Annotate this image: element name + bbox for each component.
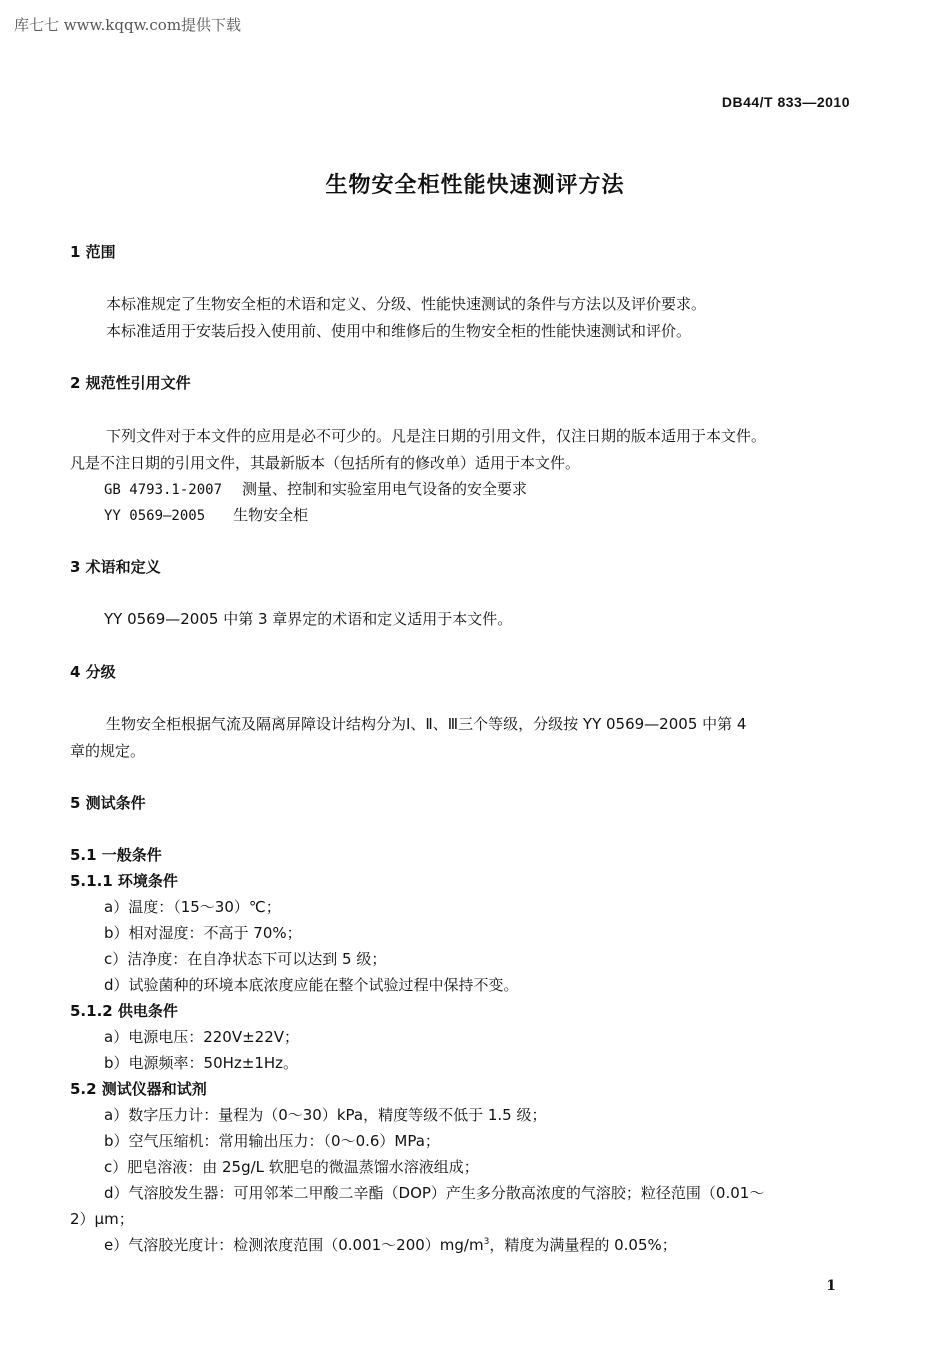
list-item-text: e）气溶胶光度计：检测浓度范围（0.001～200）mg/m xyxy=(104,1236,484,1254)
section-3-heading: 3 术语和定义 xyxy=(70,558,161,576)
list-item: d）气溶胶发生器：可用邻苯二甲酸二辛酯（DOP）产生多分散高浓度的气溶胶；粒径范围（0.01～ xyxy=(104,1184,765,1202)
superscript: 3 xyxy=(483,1237,490,1247)
list-item: d）试验菌种的环境本底浓度应能在整个试验过程中保持不变。 xyxy=(104,976,519,994)
section-2-paragraph-1: 下列文件对于本文件的应用是必不可少的。凡是注日期的引用文件，仅注日期的版本适用于本文件。 xyxy=(106,427,767,445)
reference-1-title: 测量、控制和实验室用电气设备的安全要求 xyxy=(242,480,528,498)
list-item: a）数字压力计：量程为（0～30）kPa，精度等级不低于 1.5 级； xyxy=(104,1106,547,1124)
reference-1-code: GB 4793.1-2007 xyxy=(104,482,223,498)
section-5-1-heading: 5.1 一般条件 xyxy=(70,846,162,864)
section-4-heading: 4 分级 xyxy=(70,663,116,681)
section-1-paragraph-1: 本标准规定了生物安全柜的术语和定义、分级、性能快速测试的条件与方法以及评价要求。 xyxy=(106,295,707,313)
section-4-paragraph-2: 章的规定。 xyxy=(70,742,146,760)
section-1-heading: 1 范围 xyxy=(70,243,116,261)
reference-2 xyxy=(104,504,308,525)
list-item: a）电源电压：220V±22V； xyxy=(104,1028,300,1046)
list-item: b）相对湿度：不高于 70%； xyxy=(104,924,302,942)
list-item: c）肥皂溶液：由 25g/L 软肥皂的微温蒸馏水溶液组成； xyxy=(104,1158,479,1176)
section-1-paragraph-2: 本标准适用于安装后投入使用前、使用中和维修后的生物安全柜的性能快速测试和评价。 xyxy=(106,322,692,340)
section-4-paragraph-1: 生物安全柜根据气流及隔离屏障设计结构分为Ⅰ、Ⅱ、Ⅲ三个等级，分级按 YY 0569—2005 中第 4 xyxy=(106,715,747,733)
section-5-2-heading: 5.2 测试仪器和试剂 xyxy=(70,1080,207,1098)
list-item: a）温度：（15～30）℃； xyxy=(104,898,281,916)
section-2-heading: 2 规范性引用文件 xyxy=(70,374,191,392)
section-5-1-2-heading: 5.1.2 供电条件 xyxy=(70,1002,178,1020)
document-number: DB44/T 833—2010 xyxy=(721,94,850,110)
page-number: 1 xyxy=(826,1278,836,1294)
section-5-1-1-heading: 5.1.1 环境条件 xyxy=(70,872,178,890)
reference-1 xyxy=(104,478,527,499)
list-item: b）空气压缩机：常用输出压力：（0～0.6）MPa； xyxy=(104,1132,440,1150)
section-3-paragraph: YY 0569—2005 中第 3 章界定的术语和定义适用于本文件。 xyxy=(104,610,513,628)
section-2-paragraph-2: 凡是不注日期的引用文件，其最新版本（包括所有的修改单）适用于本文件。 xyxy=(70,454,581,472)
reference-2-code: YY 0569—2005 xyxy=(104,508,206,524)
list-item xyxy=(104,1234,677,1255)
list-item: b）电源频率：50Hz±1Hz。 xyxy=(104,1054,299,1072)
section-5-heading: 5 测试条件 xyxy=(70,794,146,812)
list-item: c）洁净度：在自净状态下可以达到 5 级； xyxy=(104,950,387,968)
page-title: 生物安全柜性能快速测评方法 xyxy=(325,173,625,198)
watermark: 库七七 www.kqqw.com提供下载 xyxy=(14,16,242,34)
reference-2-title: 生物安全柜 xyxy=(233,506,309,524)
list-item-text: ，精度为满量程的 0.05%； xyxy=(489,1236,677,1254)
list-item-continuation: 2）μm； xyxy=(70,1210,134,1228)
